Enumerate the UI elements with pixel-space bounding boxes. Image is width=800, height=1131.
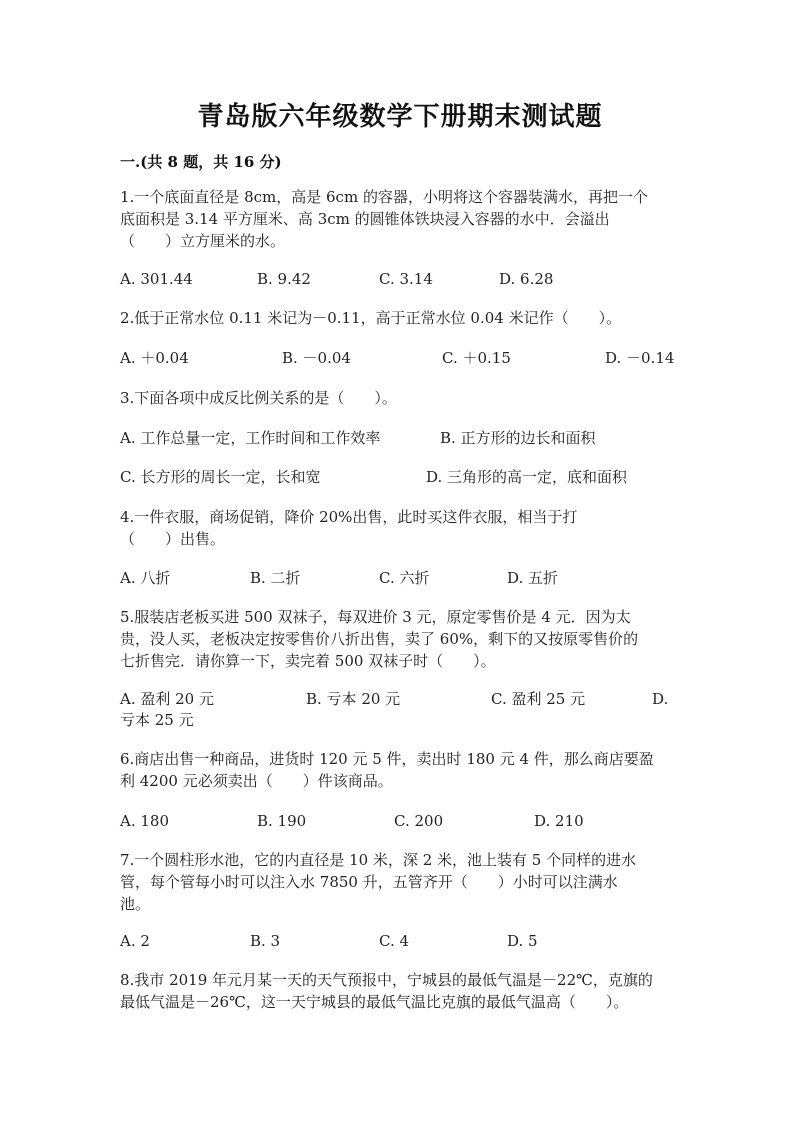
question-line: 4.一件衣服，商场促销，降价 20%出售，此时买这件衣服，相当于打	[120, 508, 578, 526]
question-6-options	[120, 810, 680, 832]
option-d[interactable]: D. 三角形的高一定，底和面积	[426, 468, 628, 486]
question-line: 1.一个底面直径是 8cm，高是 6cm 的容器，小明将这个容器装满水，再把一个	[120, 188, 648, 206]
option-c[interactable]: C. 六折	[379, 569, 430, 587]
option-b[interactable]: B. 9.42	[257, 270, 311, 288]
question-line: 管，每个管每小时可以注入水 7850 升，五管齐开（ ）小时可以注满水	[120, 873, 618, 891]
option-a[interactable]: A. 工作总量一定，工作时间和工作效率	[120, 429, 381, 447]
question-7	[120, 849, 680, 915]
option-a[interactable]: A. 2	[120, 932, 150, 950]
question-3-options-row-2	[120, 466, 680, 488]
option-b[interactable]: B. 二折	[250, 569, 301, 587]
question-4-options	[120, 567, 680, 589]
question-8	[120, 969, 680, 1013]
question-1	[120, 186, 680, 252]
question-line: 8.我市 2019 年元月某一天的天气预报中，宁城县的最低气温是－22℃，克旗的	[120, 971, 653, 989]
option-c[interactable]: C. ＋0.15	[442, 349, 511, 367]
option-d[interactable]: D. 6.28	[499, 270, 554, 288]
question-line: （ ）立方厘米的水。	[120, 232, 286, 250]
option-d-text[interactable]: 亏本 25 元	[120, 711, 194, 729]
question-line: （ ）出售。	[120, 530, 226, 548]
question-5-options	[120, 688, 680, 710]
option-c[interactable]: C. 3.14	[379, 270, 433, 288]
question-1-options	[120, 268, 680, 290]
option-d[interactable]: D. 210	[534, 812, 584, 830]
option-b[interactable]: B. 亏本 20 元	[306, 690, 401, 708]
question-4	[120, 506, 680, 550]
question-line: 最低气温是－26℃，这一天宁城县的最低气温比克旗的最低气温高（ ）。	[120, 993, 629, 1011]
question-7-options	[120, 930, 680, 952]
question-3-options-row-1	[120, 427, 680, 449]
question-line: 贵，没人买，老板决定按零售价八折出售，卖了 60%，剩下的又按原零售价的	[120, 630, 639, 648]
question-2-options	[120, 347, 680, 369]
option-b[interactable]: B. －0.04	[282, 349, 351, 367]
question-6	[120, 748, 680, 792]
question-line: 2.低于正常水位 0.11 米记为－0.11，高于正常水位 0.04 米记作（ ）。	[120, 309, 622, 327]
option-c[interactable]: C. 长方形的周长一定，长和宽	[120, 468, 321, 486]
question-line: 七折售完．请你算一下，卖完着 500 双袜子时（ ）。	[120, 652, 496, 670]
question-line: 3.下面各项中成反比例关系的是（ ）。	[120, 389, 397, 407]
question-line: 池。	[120, 895, 151, 913]
section-heading: 一.(共 8 题，共 16 分)	[120, 153, 282, 171]
question-2	[120, 307, 680, 329]
option-a[interactable]: A. 盈利 20 元	[120, 690, 214, 708]
question-5-options-wrap	[120, 709, 680, 731]
option-d[interactable]: D. 5	[507, 932, 538, 950]
option-d[interactable]: D.	[652, 690, 669, 708]
question-line: 利 4200 元必须卖出（ ）件该商品。	[120, 772, 393, 790]
option-c[interactable]: C. 4	[379, 932, 410, 950]
option-a[interactable]: A. 180	[120, 812, 169, 830]
question-line: 5.服装店老板买进 500 双袜子，每双进价 3 元，原定零售价是 4 元．因为太	[120, 608, 631, 626]
exam-title: 青岛版六年级数学下册期末测试题	[197, 102, 603, 132]
option-b[interactable]: B. 3	[250, 932, 281, 950]
question-5	[120, 606, 680, 672]
option-b[interactable]: B. 190	[257, 812, 307, 830]
option-b[interactable]: B. 正方形的边长和面积	[440, 429, 596, 447]
option-c[interactable]: C. 200	[394, 812, 444, 830]
question-3	[120, 387, 680, 409]
question-line: 底面积是 3.14 平方厘米、高 3cm 的圆锥体铁块浸入容器的水中．会溢出	[120, 210, 610, 228]
option-a[interactable]: A. ＋0.04	[120, 349, 189, 367]
option-d[interactable]: D. －0.14	[605, 349, 675, 367]
option-a[interactable]: A. 301.44	[120, 270, 193, 288]
question-line: 7.一个圆柱形水池，它的内直径是 10 米，深 2 米，池上装有 5 个同样的进水	[120, 851, 637, 869]
option-c[interactable]: C. 盈利 25 元	[491, 690, 586, 708]
option-d[interactable]: D. 五折	[507, 569, 559, 587]
option-a[interactable]: A. 八折	[120, 569, 171, 587]
question-line: 6.商店出售一种商品，进货时 120 元 5 件，卖出时 180 元 4 件，那么商店要盈	[120, 750, 654, 768]
